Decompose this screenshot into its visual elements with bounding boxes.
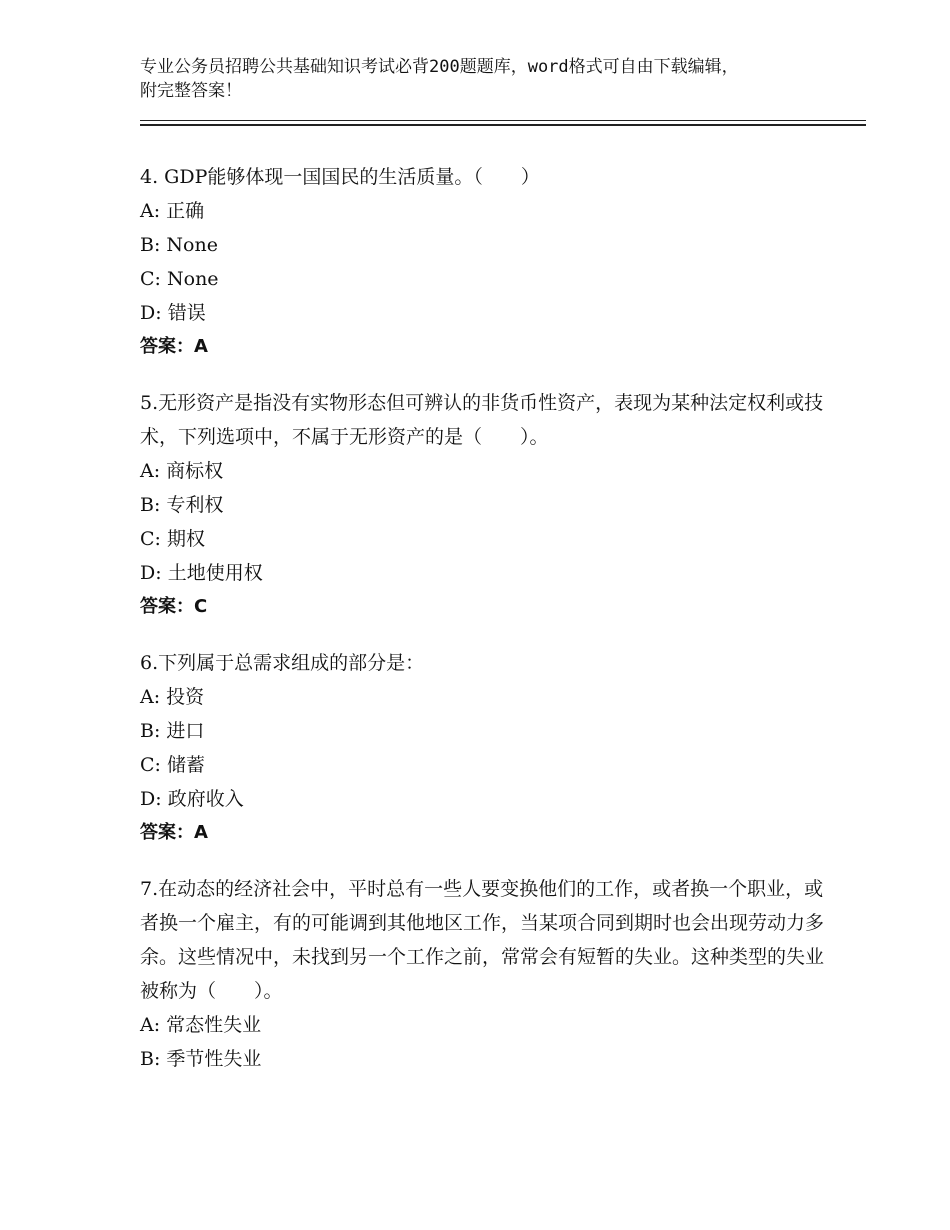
option-text: 进口: [166, 720, 205, 742]
question-5: [140, 386, 840, 624]
question-text: 5.无形资产是指没有实物形态但可辨认的非货币性资产，表现为某种法定权利或技术，下列选项中，不属于无形资产的是（ ）。: [140, 392, 824, 448]
option-letter: B:: [140, 234, 161, 256]
header-divider-thin: [140, 120, 866, 121]
option-text: 季节性失业: [166, 1048, 262, 1070]
option-b: [140, 1042, 840, 1076]
question-7: [140, 872, 840, 1076]
question-text: 7.在动态的经济社会中，平时总有一些人要变换他们的工作，或者换一个职业，或者换一个雇主，有的可能调到其他地区工作，当某项合同到期时也会出现劳动力多余。这些情况中，未找到另一个工作之前，常常会有短暂的失业。这种类型的失业被称为（ ）。: [140, 878, 825, 1002]
option-text: 土地使用权: [167, 562, 263, 584]
header-divider-thick: [140, 124, 866, 126]
option-letter: D:: [140, 302, 162, 324]
option-a: [140, 1008, 840, 1042]
question-list: [140, 160, 840, 1098]
option-c: [140, 522, 840, 556]
option-c: [140, 262, 840, 296]
option-letter: B:: [140, 1048, 161, 1070]
question-4: [140, 160, 840, 364]
option-d: [140, 782, 840, 816]
option-letter: C:: [140, 754, 161, 776]
option-text: 储蓄: [167, 754, 206, 776]
option-letter: C:: [140, 528, 161, 550]
option-text: 专利权: [166, 494, 224, 516]
question-text: 4. GDP能够体现一国国民的生活质量。（ ）: [140, 166, 540, 188]
option-b: [140, 714, 840, 748]
answer-label: 答案：A: [140, 336, 208, 357]
question-text: 6.下列属于总需求组成的部分是：: [140, 652, 425, 674]
option-text: 错误: [167, 302, 206, 324]
answer-label: 答案：A: [140, 822, 208, 843]
option-letter: A:: [140, 460, 161, 482]
option-letter: C:: [140, 268, 161, 290]
header-line-1: 专业公务员招聘公共基础知识考试必背200题题库，word格式可自由下载编辑，: [140, 57, 739, 77]
option-text: 商标权: [166, 460, 224, 482]
option-letter: D:: [140, 788, 162, 810]
option-a: [140, 194, 840, 228]
option-letter: D:: [140, 562, 162, 584]
option-letter: A:: [140, 686, 161, 708]
option-text: 常态性失业: [166, 1014, 262, 1036]
option-text: 政府收入: [167, 788, 244, 810]
option-text: None: [166, 234, 218, 256]
answer-label: 答案：C: [140, 596, 208, 617]
header-line-2: 附完整答案！: [140, 81, 242, 101]
option-text: 期权: [167, 528, 206, 550]
option-text: 投资: [166, 686, 205, 708]
document-header: [140, 55, 840, 103]
option-a: [140, 680, 840, 714]
option-d: [140, 296, 840, 330]
option-letter: A:: [140, 200, 161, 222]
option-letter: B:: [140, 720, 161, 742]
option-letter: A:: [140, 1014, 161, 1036]
option-a: [140, 454, 840, 488]
option-text: 正确: [166, 200, 205, 222]
option-b: [140, 228, 840, 262]
option-b: [140, 488, 840, 522]
option-letter: B:: [140, 494, 161, 516]
question-6: [140, 646, 840, 850]
option-text: None: [167, 268, 219, 290]
option-c: [140, 748, 840, 782]
option-d: [140, 556, 840, 590]
